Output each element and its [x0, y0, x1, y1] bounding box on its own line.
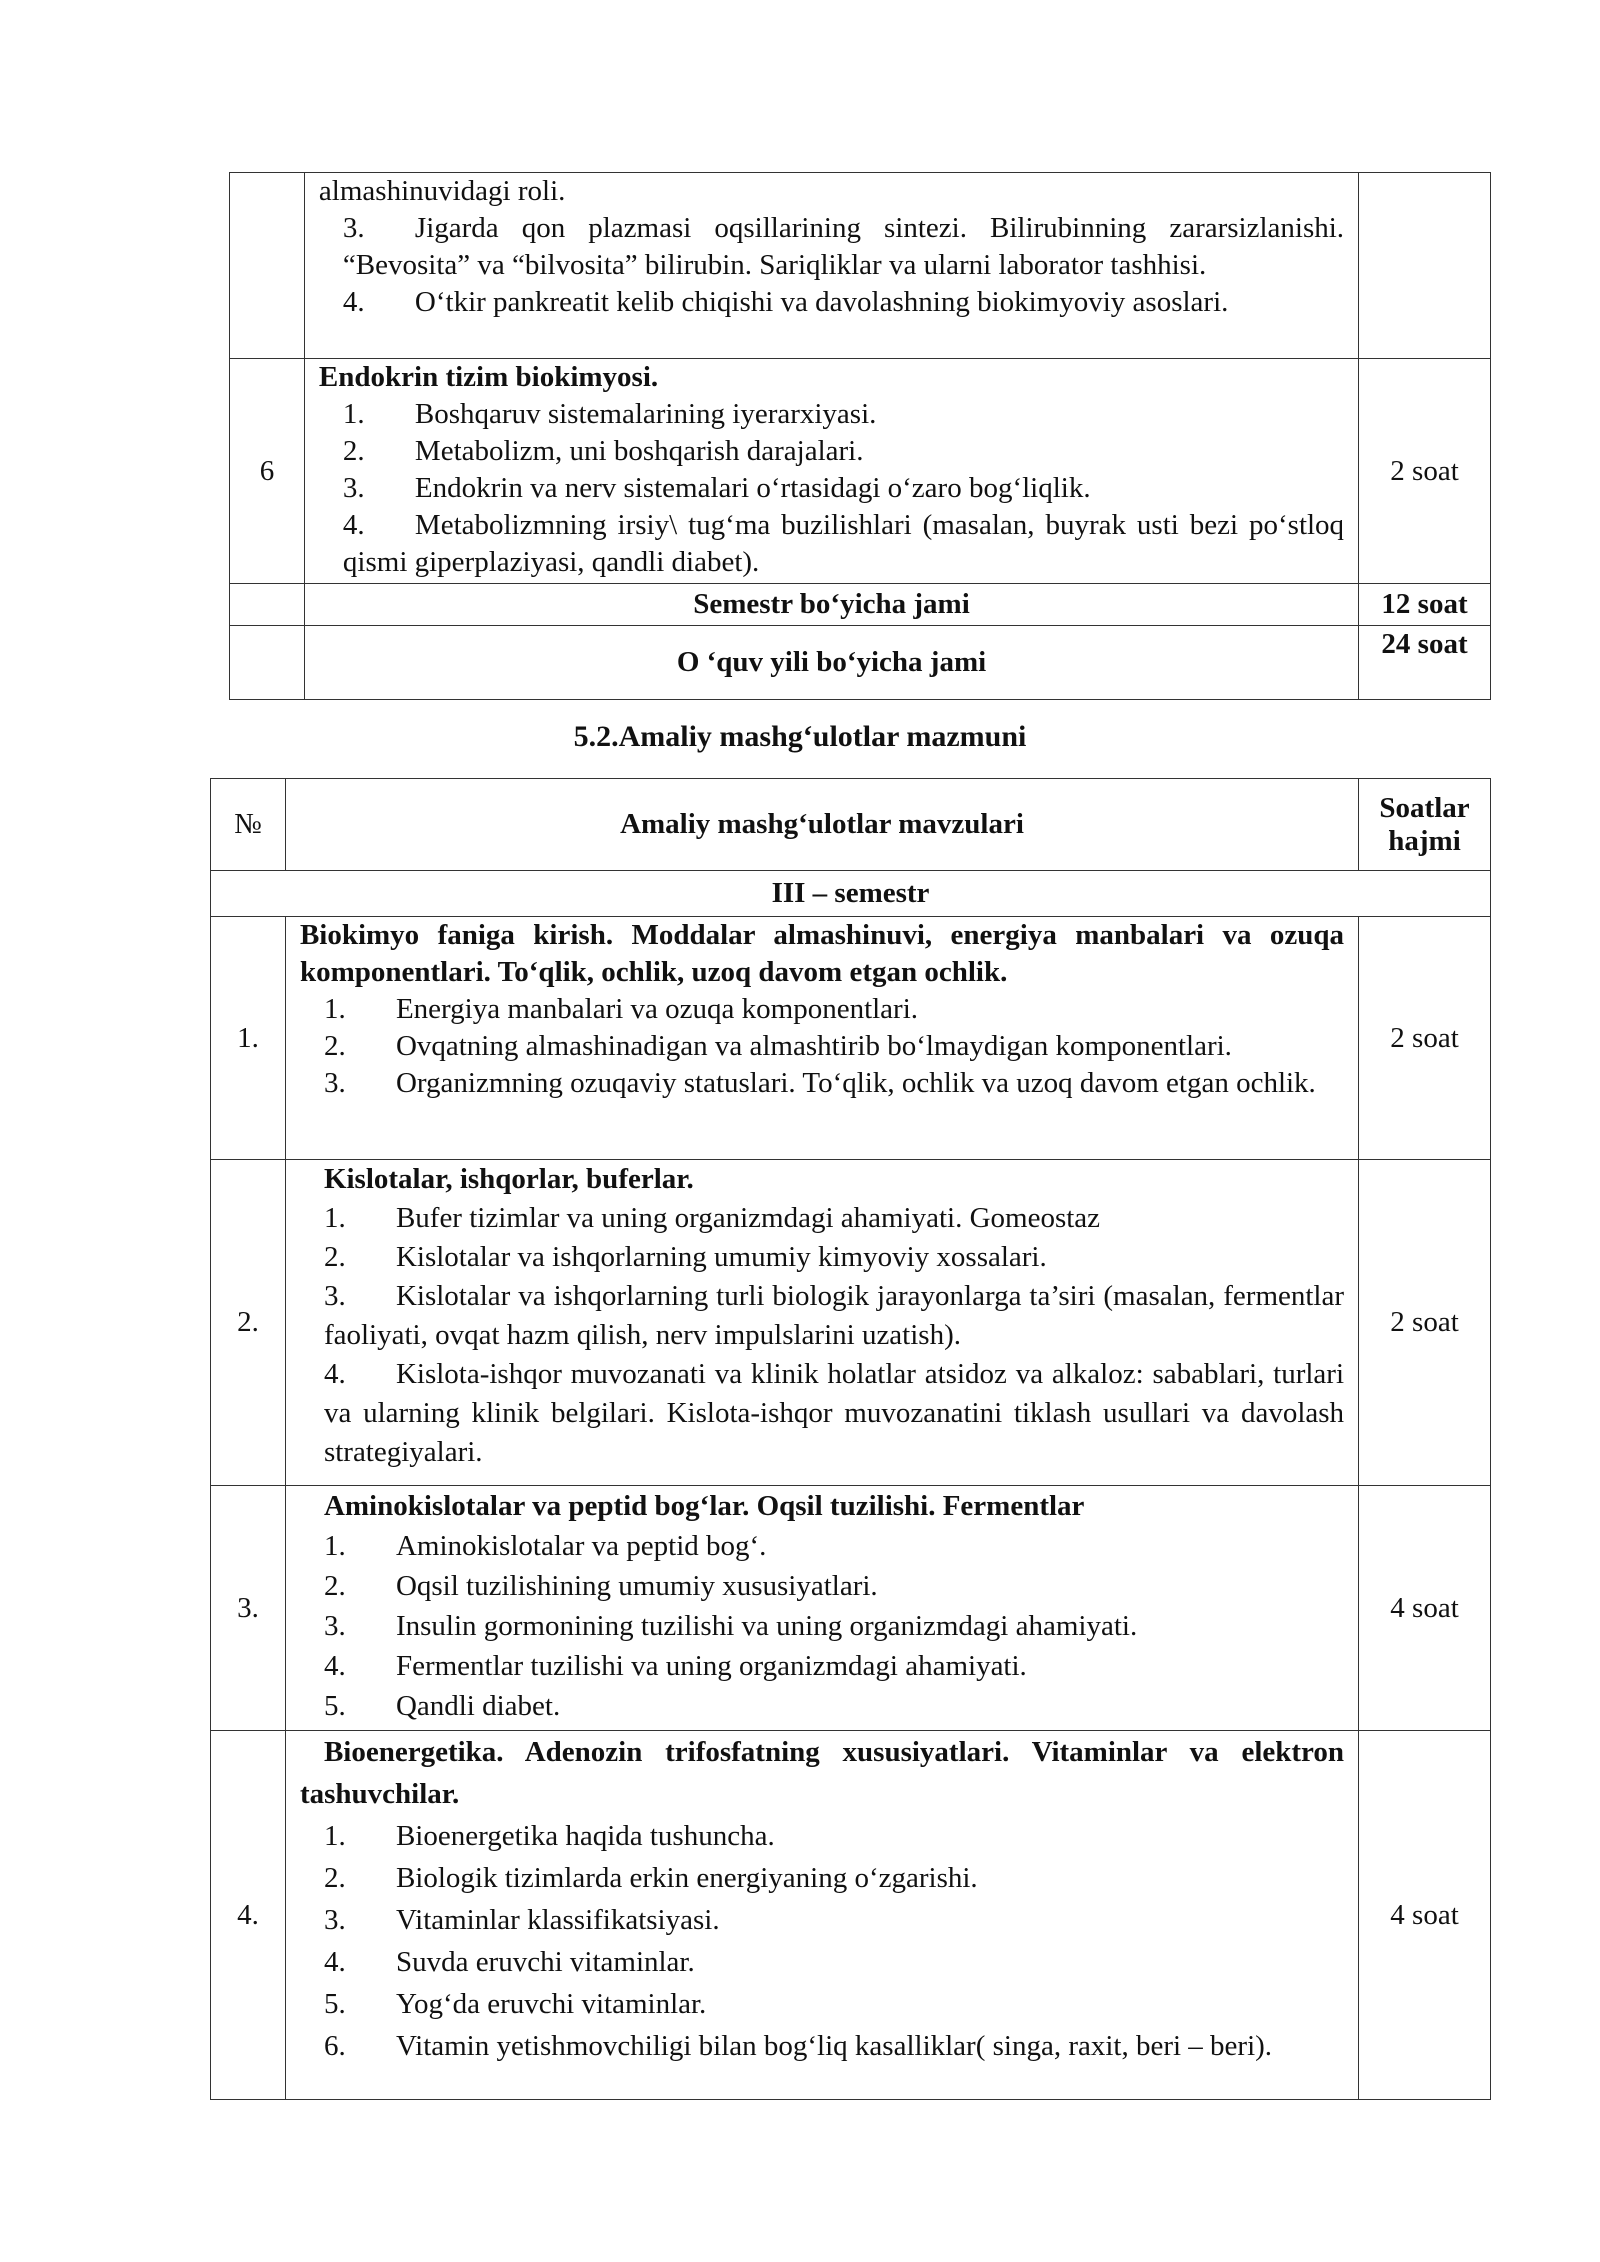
- year-total-hours: 24 soat: [1359, 626, 1491, 700]
- row-number: 2.: [211, 1160, 286, 1486]
- row-number: [230, 173, 305, 359]
- list-item: [300, 1028, 1344, 1065]
- lecture-table: [229, 172, 1491, 700]
- item-number: 4.: [323, 1358, 346, 1390]
- semester-label: III – semestr: [211, 871, 1491, 917]
- item-text: Aminokislotalar va peptid bog‘.: [395, 1530, 767, 1562]
- list-item: [300, 1606, 1344, 1646]
- list-item: [319, 210, 1344, 284]
- item-text: Vitamin yetishmovchiligi bilan bog‘liq kasalliklar( singa, raxit, beri – beri).: [395, 2030, 1273, 2062]
- item-text: Boshqaruv sistemalarining iyerarxiyasi.: [414, 398, 877, 430]
- semester-row: [211, 871, 1491, 917]
- row-hours: 4 soat: [1359, 1486, 1491, 1731]
- list-item: [300, 1277, 1344, 1355]
- row-title: Aminokislotalar va peptid bog‘lar. Oqsil tuzilishi. Fermentlar: [323, 1490, 1085, 1522]
- empty-cell: [230, 584, 305, 626]
- item-text: Metabolizmning irsiy\ tug‘ma buzilishlari (masalan, buyrak usti bezi po‘stloq qismi giperplaziyasi, qandli diabet).: [342, 509, 1345, 578]
- list-item: [319, 507, 1344, 581]
- item-number: 4.: [342, 286, 365, 318]
- row-title: Kislotalar, ishqorlar, buferlar.: [323, 1163, 694, 1195]
- item-text: Metabolizm, uni boshqarish darajalari.: [414, 435, 864, 467]
- row-content: [285, 1731, 1358, 2100]
- list-item: [300, 1941, 1344, 1983]
- list-item: [319, 284, 1344, 321]
- header-hours: Soatlar hajmi: [1359, 779, 1491, 871]
- row-title: Bioenergetika. Adenozin trifosfatning xususiyatlari. Vitaminlar va elektron tashuvchilar.: [299, 1736, 1345, 1810]
- continued-text: almashinuvidagi roli.: [318, 175, 566, 207]
- list-item: [300, 1899, 1344, 1941]
- item-text: Organizmning ozuqaviy statuslari. To‘qlik, ochlik va uzoq davom etgan ochlik.: [395, 1067, 1316, 1099]
- semester-total-row: [230, 584, 1491, 626]
- row-title: Endokrin tizim biokimyosi.: [318, 361, 659, 393]
- table-row: [211, 917, 1491, 1160]
- item-text: Vitaminlar klassifikatsiyasi.: [395, 1904, 720, 1936]
- semester-total-hours: 12 soat: [1359, 584, 1491, 626]
- list-item: [300, 1355, 1344, 1472]
- item-number: 3.: [323, 1067, 346, 1099]
- year-total-label: O ‘quv yili bo‘yicha jami: [304, 626, 1358, 700]
- item-number: 2.: [323, 1030, 346, 1062]
- list-item: [300, 1857, 1344, 1899]
- item-text: Endokrin va nerv sistemalari o‘rtasidagi o‘zaro bog‘liqlik.: [414, 472, 1091, 504]
- item-number: 5.: [323, 1988, 346, 2020]
- item-text: Ovqatning almashinadigan va almashtirib bo‘lmaydigan komponentlari.: [395, 1030, 1232, 1062]
- item-number: 1.: [342, 398, 365, 430]
- table-row: [230, 359, 1491, 584]
- item-number: 2.: [323, 1862, 346, 1894]
- list-item: [300, 1199, 1344, 1238]
- row-hours: [1359, 173, 1491, 359]
- header-topic: Amaliy mashg‘ulotlar mavzulari: [285, 779, 1358, 871]
- row-hours: 2 soat: [1359, 917, 1491, 1160]
- item-text: Kislotalar va ishqorlarning turli biologik jarayonlarga ta’siri (masalan, fermentlar faoliyati, ovqat hazm qilish, nerv impulslarini uzatish).: [323, 1280, 1345, 1351]
- list-item: [319, 470, 1344, 507]
- item-text: Kislotalar va ishqorlarning umumiy kimyoviy xossalari.: [395, 1241, 1047, 1273]
- item-text: Fermentlar tuzilishi va uning organizmdagi ahamiyati.: [395, 1650, 1027, 1682]
- item-text: Bufer tizimlar va uning organizmdagi ahamiyati. Gomeostaz: [395, 1202, 1101, 1234]
- list-item: [300, 1983, 1344, 2025]
- item-number: 2.: [323, 1241, 346, 1273]
- row-content: [285, 1160, 1358, 1486]
- item-number: 1.: [323, 1820, 346, 1852]
- item-number: 3.: [323, 1610, 346, 1642]
- item-number: 1.: [323, 993, 346, 1025]
- item-number: 2.: [323, 1570, 346, 1602]
- row-content: [285, 1486, 1358, 1731]
- item-number: 3.: [342, 212, 365, 244]
- list-item: [300, 1646, 1344, 1686]
- header-number: №: [211, 779, 286, 871]
- row-content: [304, 173, 1358, 359]
- list-item: [300, 991, 1344, 1028]
- year-total-row: [230, 626, 1491, 700]
- table-header-row: [211, 779, 1491, 871]
- row-number: 1.: [211, 917, 286, 1160]
- item-number: 4.: [342, 509, 365, 541]
- item-number: 3.: [323, 1904, 346, 1936]
- item-text: Kislota-ishqor muvozanati va klinik holatlar atsidoz va alkaloz: sabablari, turlari va ularning klinik belgilari. Kislota-ishqor muvozanatini tiklash usullari va davolash strategiyalari.: [323, 1358, 1345, 1468]
- list-item: [319, 396, 1344, 433]
- item-text: Bioenergetika haqida tushuncha.: [395, 1820, 775, 1852]
- item-text: Suvda eruvchi vitaminlar.: [395, 1946, 695, 1978]
- list-item: [300, 1566, 1344, 1606]
- empty-cell: [230, 626, 305, 700]
- item-text: Insulin gormonining tuzilishi va uning organizmdagi ahamiyati.: [395, 1610, 1138, 1642]
- list-item: [300, 2025, 1344, 2067]
- item-number: 3.: [342, 472, 365, 504]
- row-hours: 2 soat: [1359, 359, 1491, 584]
- table-row: [211, 1486, 1491, 1731]
- item-number: 1.: [323, 1530, 346, 1562]
- row-content: [304, 359, 1358, 584]
- table-row: [211, 1160, 1491, 1486]
- item-number: 5.: [323, 1690, 346, 1722]
- item-text: Qandli diabet.: [395, 1690, 561, 1722]
- item-text: O‘tkir pankreatit kelib chiqishi va davolashning biokimyoviy asoslari.: [414, 286, 1229, 318]
- item-number: 4.: [323, 1650, 346, 1682]
- item-number: 1.: [323, 1202, 346, 1234]
- item-number: 3.: [323, 1280, 346, 1312]
- list-item: [300, 1526, 1344, 1566]
- item-text: Yog‘da eruvchi vitaminlar.: [395, 1988, 707, 2020]
- item-number: 2.: [342, 435, 365, 467]
- row-title: Biokimyo faniga kirish. Moddalar almashinuvi, energiya manbalari va ozuqa komponentlari. To‘qlik, ochlik, uzoq davom etgan ochlik.: [299, 919, 1345, 988]
- item-text: Oqsil tuzilishining umumiy xususiyatlari.: [395, 1570, 878, 1602]
- table-row: [230, 173, 1491, 359]
- list-item: [300, 1686, 1344, 1726]
- table-row: [211, 1731, 1491, 2100]
- section-title: 5.2.Amaliy mashg‘ulotlar mazmuni: [573, 720, 1027, 753]
- list-item: [300, 1065, 1344, 1102]
- row-number: 4.: [211, 1731, 286, 2100]
- item-text: Energiya manbalari va ozuqa komponentlari.: [395, 993, 919, 1025]
- list-item: [300, 1815, 1344, 1857]
- item-number: 4.: [323, 1946, 346, 1978]
- row-number: 6: [230, 359, 305, 584]
- semester-total-label: Semestr bo‘yicha jami: [304, 584, 1358, 626]
- practical-table: [210, 778, 1491, 2100]
- row-hours: 2 soat: [1359, 1160, 1491, 1486]
- item-text: Biologik tizimlarda erkin energiyaning o‘zgarishi.: [395, 1862, 978, 1894]
- list-item: [300, 1238, 1344, 1277]
- row-number: 3.: [211, 1486, 286, 1731]
- list-item: [319, 433, 1344, 470]
- item-number: 6.: [323, 2030, 346, 2062]
- item-text: Jigarda qon plazmasi oqsillarining sintezi. Bilirubinning zararsizlanishi. “Bevosita” va “bilvosita” bilirubin. Sariqliklar va ularni laborator tashhisi.: [342, 212, 1345, 281]
- row-hours: 4 soat: [1359, 1731, 1491, 2100]
- row-content: [285, 917, 1358, 1160]
